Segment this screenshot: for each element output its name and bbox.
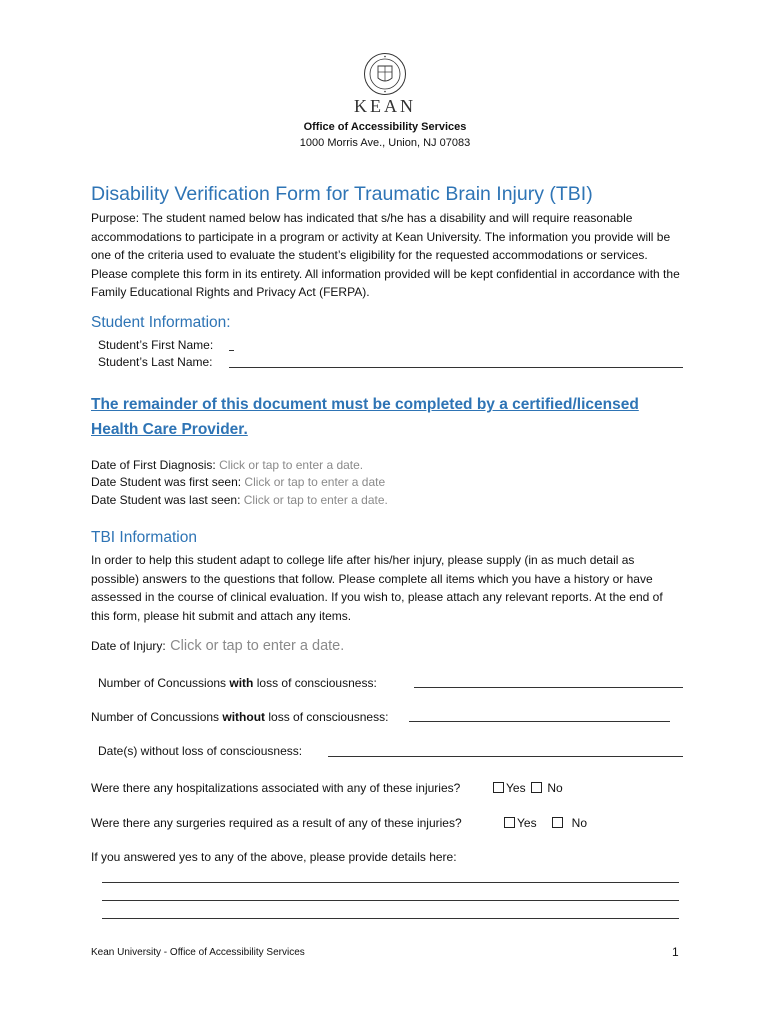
date-last-seen-label: Date Student was last seen: [91,493,241,507]
date-last-seen-field[interactable]: Click or tap to enter a date. [243,493,388,507]
concussions-with-field[interactable] [414,687,683,688]
concussions-without-bold: without [222,710,266,724]
date-first-seen-label: Date Student was first seen: [91,475,242,489]
date-of-injury-label: Date of Injury: [91,639,166,653]
dates-without-label: Date(s) without loss of consciousness: [98,744,303,758]
surgeries-no-label: No [571,816,588,830]
checkbox-icon[interactable] [504,817,515,828]
hospitalizations-no[interactable] [531,779,563,798]
hospitalizations-yes[interactable] [493,779,526,798]
concussions-with-bold: with [229,676,254,690]
first-name-field[interactable] [229,350,234,351]
date-first-diagnosis-field[interactable]: Click or tap to enter a date. [219,458,364,472]
details-line-3[interactable] [102,918,679,919]
student-info-heading: Student Information: [91,314,231,331]
concussions-with-pre: Number of Concussions [98,676,230,690]
hospitalizations-yes-label: Yes [506,781,526,795]
date-of-injury-field[interactable]: Click or tap to enter a date. [170,638,345,654]
concussions-without-field[interactable] [409,721,670,722]
provider-notice [91,392,639,442]
concussions-without-label [91,708,388,727]
date-first-seen-field[interactable]: Click or tap to enter a date [244,475,386,489]
hospitalizations-question: Were there any hospitalizations associated with any of these injuries? [91,781,461,795]
details-line-1[interactable] [102,882,679,883]
surgeries-no[interactable] [552,814,587,833]
details-line-2[interactable] [102,900,679,901]
hospitalizations-no-label: No [547,781,563,795]
purpose-paragraph: Purpose: The student named below has indicated that s/he has a disability and will require reasonable accommodations to participate in a program or activity at Kean University. The information you provide will be one of the criteria used to evaluate the student’s eligibility for the requested accommodations or services. Please complete this form in its entirety. All information provided will be kept confidential in accordance with the Family Educational Rights and Privacy Act (FERPA). [91,211,680,299]
concussions-with-label [98,674,377,693]
date-first-seen [91,473,385,492]
date-of-injury [91,637,344,655]
concussions-with-post: loss of consciousness: [253,676,377,690]
page-title: Disability Verification Form for Traumatic Brain Injury (TBI) [91,183,593,205]
tbi-intro-paragraph: In order to help this student adapt to college life after his/her injury, please supply (in as much detail as possible) answers to the questions that follow. Please complete all items which you have a history or have assessed in the course of clinical evaluation. If you wish to, please attach any relevant reports. At the end of this form, please hit submit and attach any items. [91,553,663,623]
provider-notice-line2: Health Care Provider. [91,421,248,438]
details-label: If you answered yes to any of the above, please provide details here: [91,850,457,864]
surgeries-question: Were there any surgeries required as a result of any of these injuries? [91,816,462,830]
date-first-diagnosis-label: Date of First Diagnosis: [91,458,216,472]
concussions-without-post: loss of consciousness: [265,710,389,724]
checkbox-icon[interactable] [531,782,542,793]
checkbox-icon[interactable] [493,782,504,793]
first-name-label: Student’s First Name: [98,338,214,352]
kean-seal-logo [363,52,407,96]
dates-without-field[interactable] [328,756,683,757]
last-name-field[interactable] [229,367,683,368]
office-name: Office of Accessibility Services [303,121,467,133]
office-address: 1000 Morris Ave., Union, NJ 07083 [299,137,471,149]
checkbox-icon[interactable] [552,817,563,828]
date-first-diagnosis [91,456,363,475]
provider-notice-line1: The remainder of this document must be completed by a certified/licensed [91,396,639,413]
kean-wordmark: KEAN [354,96,416,116]
surgeries-yes-label: Yes [517,816,537,830]
tbi-heading: TBI Information [91,529,197,546]
last-name-label: Student’s Last Name: [98,355,213,369]
surgeries-yes[interactable] [504,814,537,833]
page-number: 1 [672,945,679,959]
concussions-without-pre: Number of Concussions [91,710,223,724]
footer-text: Kean University - Office of Accessibility Services [91,947,305,958]
date-last-seen [91,491,388,510]
